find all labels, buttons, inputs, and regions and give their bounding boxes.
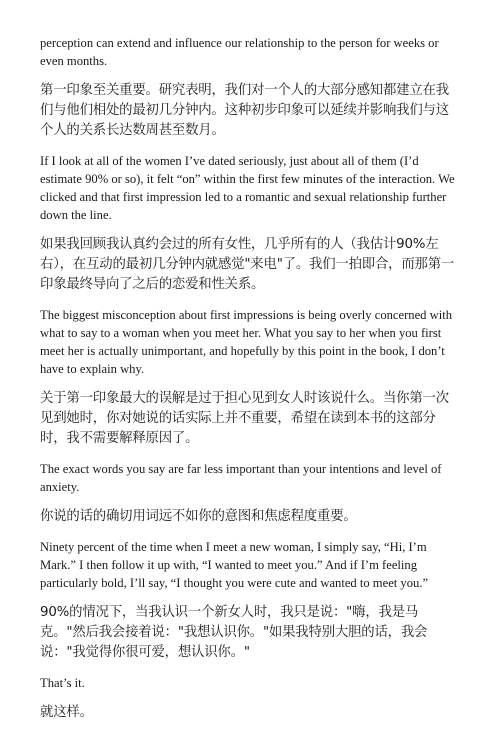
paragraph-en-6: That’s it. [40,676,85,690]
paragraph-en-3: The biggest misconception about first impressions is being overly concerned with what to say to a woman when you meet her. What you say to her when you first meet her is actually unimportant, and hopefully by this point in the book, I don’t have to explain why. [40,308,453,376]
paragraph-en-2: If I look at all of the women I’ve dated seriously, just about all of them (I’d estimate 90% or so), it felt “on” within the first few minutes of the interaction. We clicked and that first impression led to a romantic and sexual relationship further down the line. [40,154,455,222]
paragraph-zh-3: 关于第一印象最大的误解是过于担心见到女人时该说什么。当你第一次见到她时，你对她说的话实际上并不重要，希望在读到本书的这部分时，我不需要解释原因了。 [40,391,449,446]
paragraph-zh-6: 就这样。 [40,705,93,720]
paragraph-zh-1: 第一印象至关重要。研究表明，我们对一个人的大部分感知都建立在我们与他们相处的最初几分钟内。这种初步印象可以延续并影响我们与这个人的关系长达数周甚至数月。 [40,83,449,138]
paragraph-zh-4: 你说的话的确切用词远不如你的意图和焦虑程度重要。 [40,509,357,524]
paragraph-zh-2: 如果我回顾我认真约会过的所有女性，几乎所有的人（我估计90%左右），在互动的最初几分钟内就感觉"来电"了。我们一拍即合，而那第一印象最终导向了之后的恋爱和性关系。 [40,237,455,292]
paragraph-en-5: Ninety percent of the time when I meet a new woman, I simply say, “Hi, I’m Mark.” I then follow it up with, “I wanted to meet you.” And if I’m feeling particularly bold, I’ll say, “I thought you were cute and wanted to meet you.” [40,540,429,590]
paragraph-en-4: The exact words you say are far less important than your intentions and level of anxiety. [40,462,442,494]
paragraph-zh-5: 90%的情况下，当我认识一个新女人时，我只是说："嗨，我是马克。"然后我会接着说："我想认识你。"如果我特别大胆的话，我会说："我觉得你很可爱，想认识你。" [40,605,428,660]
paragraph-en-1: perception can extend and influence our relationship to the person for weeks or even months. [40,36,439,68]
document-page [40,34,462,734]
